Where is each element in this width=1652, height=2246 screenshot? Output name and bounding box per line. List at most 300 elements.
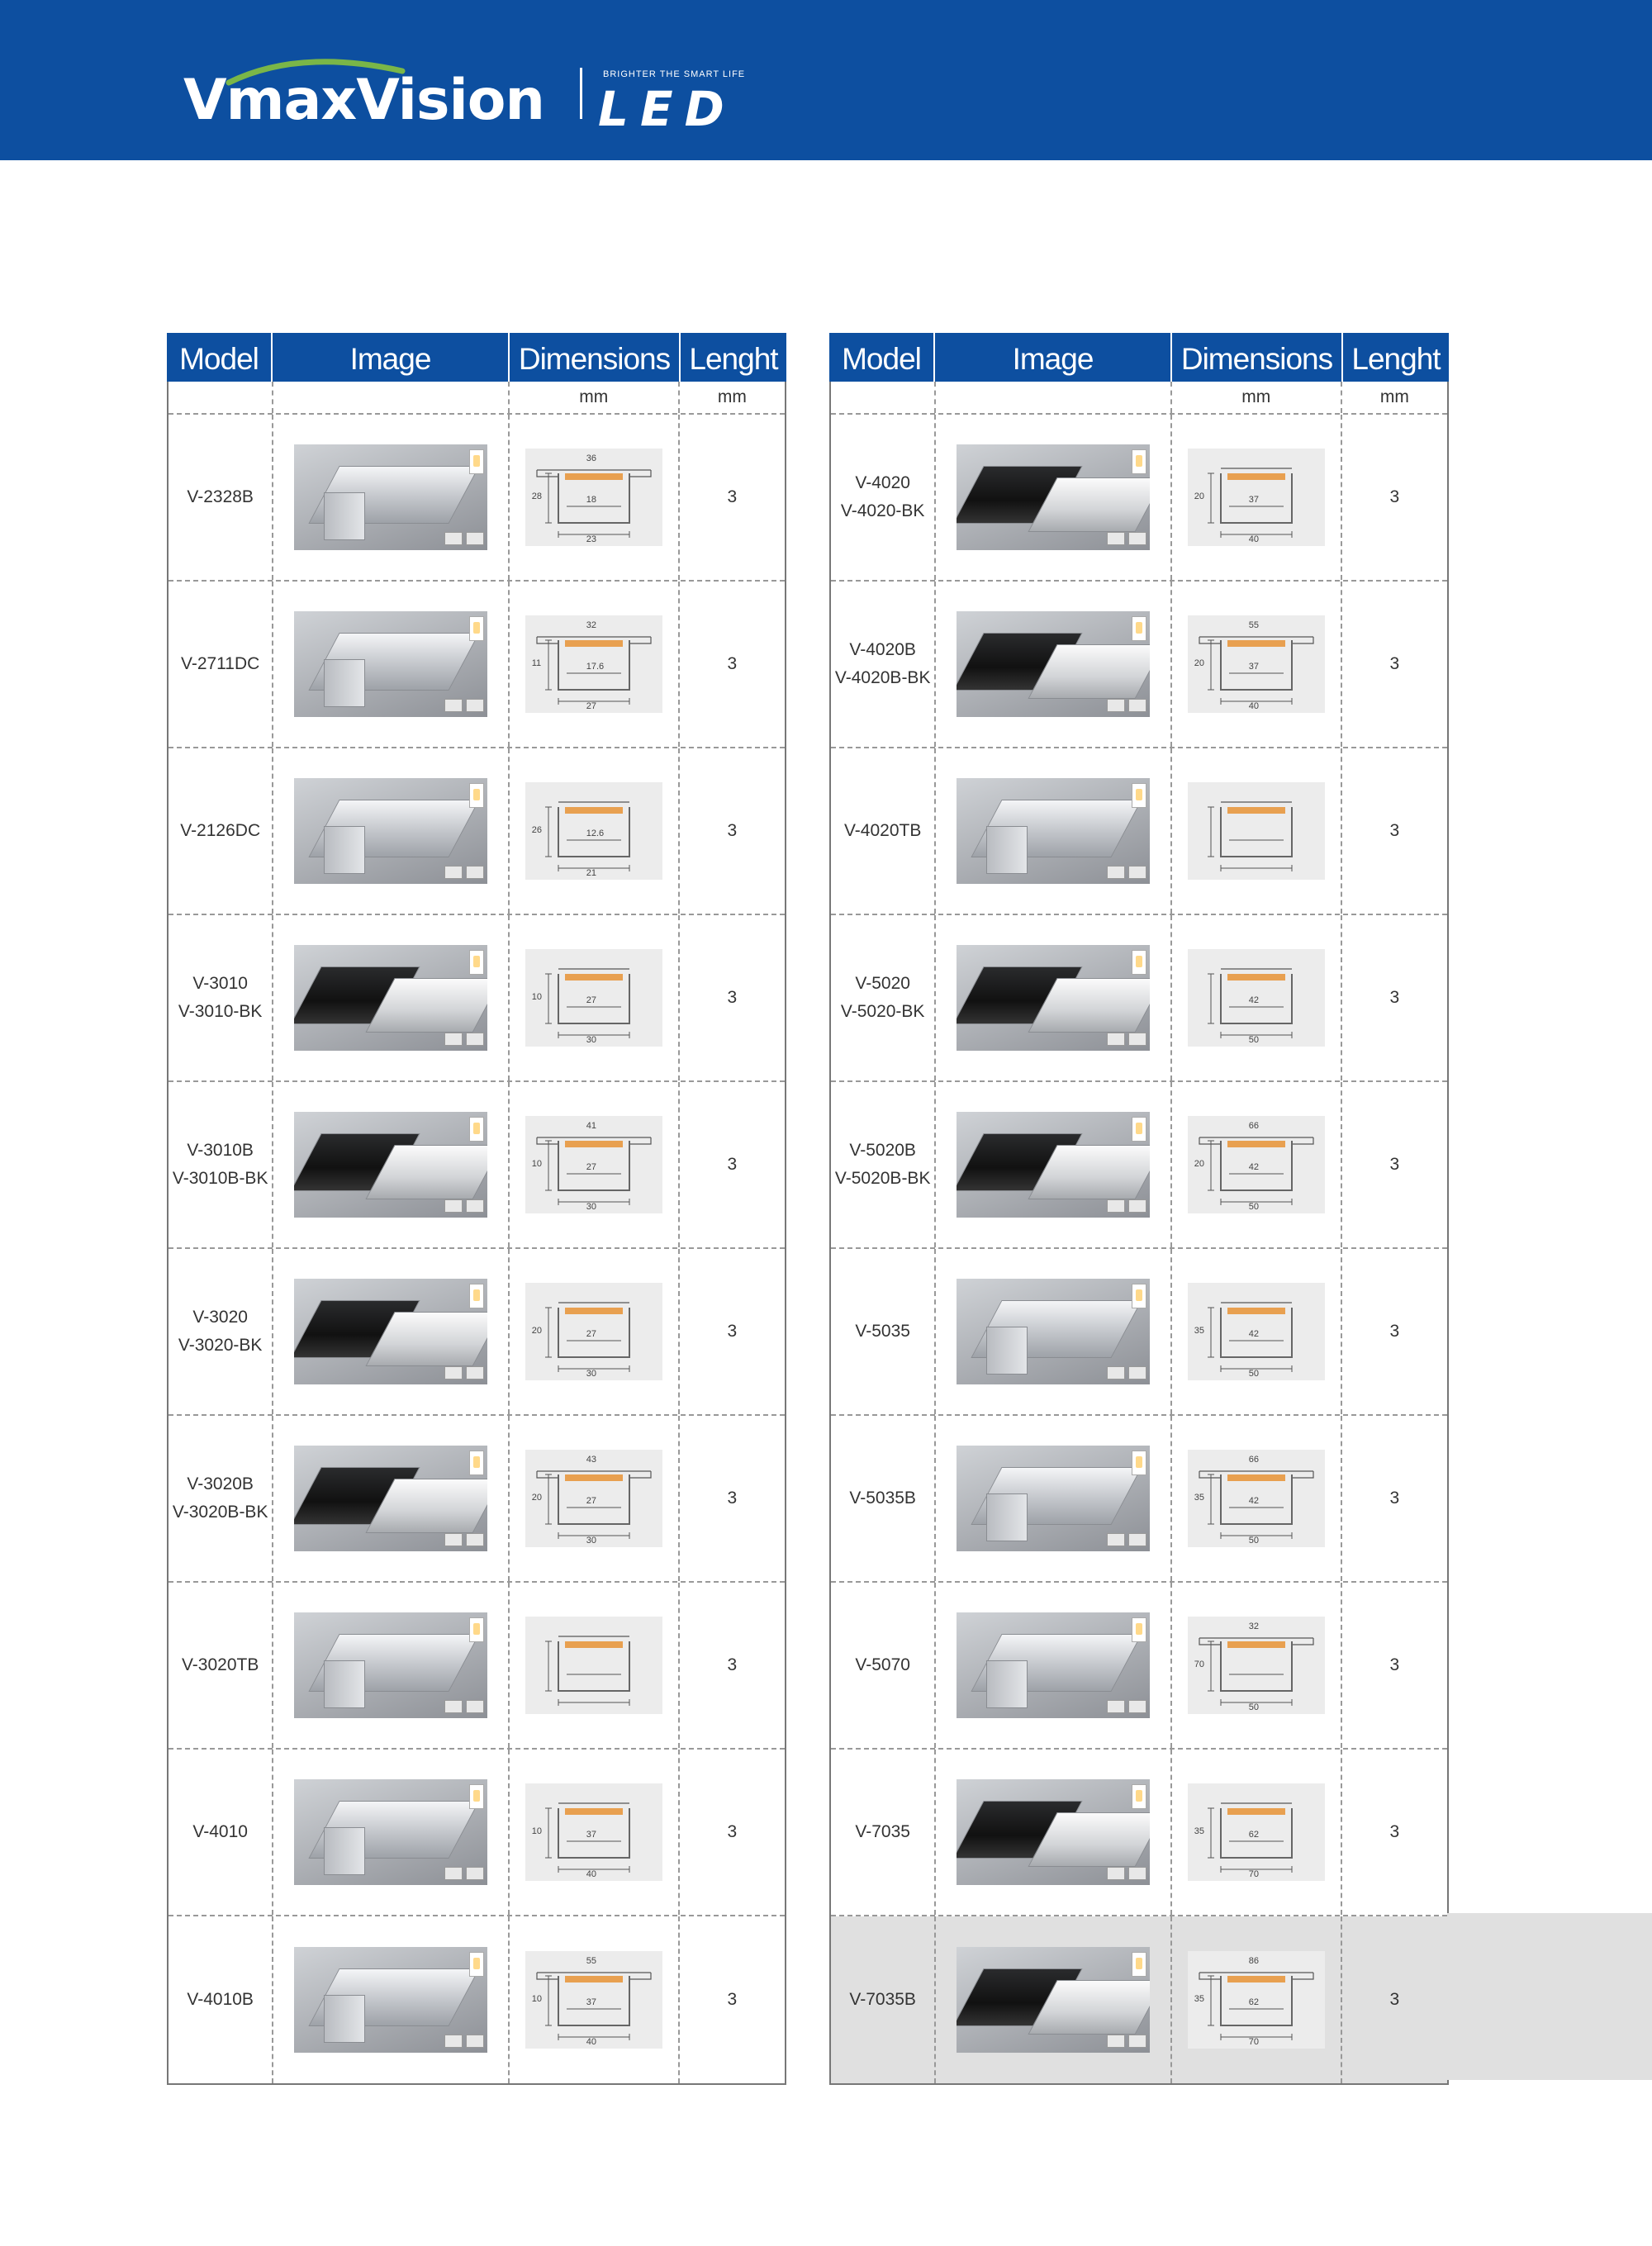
product-row[interactable] [831, 1249, 1447, 1416]
dimensions-cell [1172, 1916, 1342, 2083]
length-cell: 3 [1389, 988, 1400, 1007]
dim-height: 11 [531, 658, 542, 668]
model-cell [831, 415, 936, 580]
dimension-drawing[interactable] [525, 782, 662, 880]
dim-height: 20 [531, 1493, 542, 1503]
model-cell [831, 1082, 936, 1247]
clip-icon [466, 1366, 484, 1379]
dim-top-width: 86 [1248, 1956, 1259, 1966]
clip-icon [1128, 1700, 1146, 1713]
end-cap-icon [1107, 1867, 1125, 1880]
clip-icon [1128, 699, 1146, 712]
profile-leg [324, 1660, 365, 1708]
model-code: V-3010-BK [178, 1002, 263, 1021]
end-cap-icon [444, 1700, 463, 1713]
dimensions-cell [1172, 582, 1342, 747]
model-cell [169, 1750, 273, 1915]
product-row[interactable] [169, 1583, 785, 1750]
clip-icon [1128, 2035, 1146, 2048]
end-cap-icon [444, 699, 463, 712]
dim-inner-width: 27 [586, 1162, 596, 1172]
length-cell: 3 [727, 487, 738, 506]
profile-photo[interactable] [957, 1947, 1150, 2053]
product-row[interactable] [831, 1916, 1447, 2083]
dim-inner-width: 37 [586, 1830, 596, 1840]
dimensions-cell [510, 582, 680, 747]
dim-height: 20 [1194, 491, 1204, 501]
dim-base-width: 30 [586, 1369, 596, 1379]
end-cap-icon [444, 1867, 463, 1880]
dim-top-width: 66 [1248, 1121, 1259, 1131]
dim-top-width: 55 [1248, 620, 1259, 630]
dim-inner-width: 17.6 [586, 662, 605, 672]
model-cell [169, 582, 273, 747]
model-cell [831, 1750, 936, 1915]
model-code: V-3020 [192, 1308, 248, 1327]
end-cap-icon [1107, 866, 1125, 879]
product-row[interactable] [169, 415, 785, 582]
dim-inner-width: 42 [1248, 995, 1259, 1005]
length-cell: 3 [727, 654, 738, 673]
model-code: V-3020B [187, 1474, 254, 1493]
model-code: V-3010B-BK [172, 1169, 268, 1188]
dimension-drawing[interactable] [1188, 1617, 1325, 1714]
dimensions-unit: mm [1172, 382, 1342, 413]
length-cell: 3 [727, 1822, 738, 1841]
led-strip-icon [469, 1284, 484, 1308]
col-image-header: Image [273, 333, 510, 382]
dim-inner-width: 62 [1248, 1997, 1259, 2007]
model-code: V-7035 [855, 1822, 910, 1841]
led-strip-icon [1132, 1952, 1146, 1977]
profile-photo[interactable] [957, 1112, 1150, 1218]
length-unit: mm [717, 387, 747, 406]
length-cell: 3 [1389, 487, 1400, 506]
table-header [829, 333, 1449, 382]
image-cell [273, 415, 509, 580]
dimension-drawing[interactable] [1188, 615, 1325, 713]
model-code: V-2711DC [180, 654, 260, 673]
model-code: V-5070 [855, 1655, 910, 1674]
led-strip-icon [469, 1117, 484, 1142]
cross-section-icon [1188, 782, 1325, 880]
model-cell [169, 1416, 273, 1581]
dim-base-width: 50 [1248, 1202, 1259, 1212]
model-code: V-5035B [849, 1489, 916, 1508]
unit-row [831, 382, 1447, 415]
dimension-drawing[interactable] [525, 1617, 662, 1714]
model-code: V-3020B-BK [172, 1503, 268, 1522]
length-cell: 3 [1389, 1155, 1400, 1174]
image-cell [273, 1583, 509, 1748]
led-strip-icon [469, 1617, 484, 1642]
model-cell [169, 1583, 273, 1748]
dim-base-width: 30 [586, 1536, 596, 1546]
image-cell [936, 1916, 1171, 2083]
model-cell [831, 915, 936, 1080]
product-row[interactable] [169, 915, 785, 1082]
end-cap-icon [444, 1033, 463, 1046]
dim-inner-width: 37 [1248, 495, 1259, 505]
dim-base-width: 27 [586, 701, 596, 711]
dim-inner-width: 62 [1248, 1830, 1259, 1840]
dim-height: 28 [531, 491, 542, 501]
table-body [167, 382, 786, 2085]
model-code: V-3020-BK [178, 1336, 263, 1355]
dimensions-cell [1172, 415, 1342, 580]
model-code: V-4020B-BK [834, 668, 931, 687]
dimensions-cell [510, 1750, 680, 1915]
length-cell: 3 [1389, 1322, 1400, 1341]
dim-inner-width: 42 [1248, 1329, 1259, 1339]
col-length-header: Lenght [1351, 342, 1441, 376]
model-cell [831, 748, 936, 914]
led-strip-icon [469, 1952, 484, 1977]
image-cell [273, 1916, 509, 2083]
profile-leg [324, 492, 365, 540]
length-unit: mm [1379, 387, 1409, 406]
dimensions-cell [510, 1416, 680, 1581]
profile-leg [324, 659, 365, 707]
dimension-drawing[interactable] [525, 1450, 662, 1547]
clip-icon [466, 532, 484, 545]
led-strip-icon [469, 449, 484, 474]
col-model-header: Model [829, 333, 935, 382]
dim-base-width: 70 [1248, 2037, 1259, 2047]
dimensions-cell [1172, 1583, 1342, 1748]
model-code: V-5020B [849, 1141, 916, 1160]
length-cell: 3 [727, 821, 738, 840]
model-cell [169, 1916, 273, 2083]
col-dimensions-header: Dimensions [510, 333, 681, 382]
dimension-drawing[interactable] [525, 615, 662, 713]
profile-photo[interactable] [957, 945, 1150, 1051]
dimension-drawing[interactable] [1188, 1783, 1325, 1881]
dim-base-width: 30 [586, 1035, 596, 1045]
dim-height: 10 [531, 992, 542, 1002]
model-cell [831, 1916, 936, 2083]
product-row[interactable] [831, 748, 1447, 915]
image-cell [936, 582, 1171, 747]
dim-inner-width: 42 [1248, 1162, 1259, 1172]
model-code: V-4020B [849, 640, 916, 659]
col-dimensions-header: Dimensions [1172, 333, 1343, 382]
dim-inner-width: 27 [586, 1329, 596, 1339]
dim-base-width: 40 [1248, 701, 1259, 711]
product-row[interactable] [169, 1916, 785, 2083]
dimension-drawing[interactable] [525, 1116, 662, 1213]
product-row[interactable] [169, 1416, 785, 1583]
dim-top-width: 66 [1248, 1455, 1259, 1465]
dim-base-width: 70 [1248, 1869, 1259, 1879]
dim-top-width: 41 [586, 1121, 596, 1131]
dim-inner-width: 37 [586, 1997, 596, 2007]
length-cell: 3 [727, 1655, 738, 1674]
profile-leg [324, 1995, 365, 2043]
model-cell [169, 415, 273, 580]
clip-icon [1128, 1199, 1146, 1213]
dimensions-cell [1172, 1082, 1342, 1247]
profile-photo[interactable] [957, 778, 1150, 884]
end-cap-icon [444, 532, 463, 545]
led-strip-icon [469, 783, 484, 808]
image-cell [936, 1249, 1171, 1414]
dimension-drawing[interactable] [1188, 1283, 1325, 1380]
dim-base-width: 23 [586, 534, 596, 544]
model-cell [169, 1082, 273, 1247]
dimensions-cell [1172, 748, 1342, 914]
clip-icon [466, 1700, 484, 1713]
dimensions-cell [510, 1082, 680, 1247]
led-strip-icon [1132, 1617, 1146, 1642]
highlight-band [1447, 1913, 1652, 2080]
profile-photo[interactable] [957, 1446, 1150, 1551]
led-strip-icon [1132, 950, 1146, 975]
model-code: V-3010 [192, 974, 248, 993]
model-code: V-3020TB [181, 1655, 259, 1674]
image-cell [273, 1249, 509, 1414]
image-cell [936, 415, 1171, 580]
product-row[interactable] [831, 1416, 1447, 1583]
model-code: V-2328B [187, 487, 254, 506]
profile-leg [986, 1660, 1028, 1708]
end-cap-icon [1107, 1700, 1125, 1713]
product-row[interactable] [831, 582, 1447, 748]
dimensions-cell [510, 415, 680, 580]
led-strip-icon [469, 1451, 484, 1475]
profile-photo[interactable] [294, 945, 487, 1051]
end-cap-icon [444, 1199, 463, 1213]
model-code: V-7035B [849, 1990, 916, 2009]
product-row[interactable] [169, 1082, 785, 1249]
model-code: V-5020 [855, 974, 910, 993]
product-row[interactable] [169, 582, 785, 748]
dimensions-unit: mm [510, 382, 680, 413]
length-cell: 3 [1389, 1655, 1400, 1674]
dim-inner-width: 42 [1248, 1496, 1259, 1506]
image-cell [273, 582, 509, 747]
product-row[interactable] [169, 1750, 785, 1916]
model-code: V-5035 [855, 1322, 910, 1341]
image-cell [273, 1082, 509, 1247]
brand-tagline: BRIGHTER THE SMART LIFE [603, 69, 746, 79]
dim-height: 35 [1194, 1326, 1204, 1336]
end-cap-icon [444, 1533, 463, 1546]
dimensions-cell [510, 1249, 680, 1414]
image-cell [936, 1416, 1171, 1581]
dimensions-cell [510, 1916, 680, 2083]
length-cell: 3 [727, 1322, 738, 1341]
header-banner [0, 0, 1652, 160]
clip-icon [466, 1033, 484, 1046]
dimensions-cell [1172, 915, 1342, 1080]
dimensions-cell [510, 748, 680, 914]
dim-inner-width: 37 [1248, 662, 1259, 672]
dim-inner-width: 27 [586, 995, 596, 1005]
end-cap-icon [444, 2035, 463, 2048]
clip-icon [466, 699, 484, 712]
profile-photo[interactable] [294, 1612, 487, 1718]
dim-height: 26 [531, 825, 542, 835]
profile-photo[interactable] [957, 1279, 1150, 1384]
dim-height: 35 [1194, 1826, 1204, 1836]
dimension-drawing[interactable] [525, 1783, 662, 1881]
col-image-header: Image [935, 333, 1172, 382]
dim-top-width: 32 [586, 620, 596, 630]
led-strip-icon [469, 1784, 484, 1809]
profile-photo[interactable] [294, 1279, 487, 1384]
unit-row [169, 382, 785, 415]
dimension-drawing[interactable] [525, 949, 662, 1047]
dim-base-width: 50 [1248, 1035, 1259, 1045]
product-row[interactable] [831, 1750, 1447, 1916]
product-row[interactable] [831, 1583, 1447, 1750]
profile-photo[interactable] [957, 611, 1150, 717]
profile-photo[interactable] [294, 1947, 487, 2053]
model-code: V-3010B [187, 1141, 254, 1160]
dimensions-cell [510, 915, 680, 1080]
dim-top-width: 55 [586, 1956, 596, 1966]
led-strip-icon [469, 950, 484, 975]
profile-photo[interactable] [294, 1112, 487, 1218]
image-cell [936, 915, 1171, 1080]
end-cap-icon [1107, 1199, 1125, 1213]
model-code: V-4020 [855, 473, 910, 492]
dim-base-width: 50 [1248, 1702, 1259, 1712]
profile-leg [324, 826, 365, 874]
clip-icon [466, 2035, 484, 2048]
profile-photo[interactable] [294, 1779, 487, 1885]
length-cell: 3 [727, 988, 738, 1007]
dim-base-width: 50 [1248, 1536, 1259, 1546]
end-cap-icon [1107, 1366, 1125, 1379]
dim-base-width: 40 [586, 1869, 596, 1879]
image-cell [936, 1082, 1171, 1247]
model-code: V-4010 [192, 1822, 248, 1841]
product-row[interactable] [169, 748, 785, 915]
profile-leg [324, 1827, 365, 1875]
clip-icon [466, 866, 484, 879]
led-strip-icon [1132, 1117, 1146, 1142]
dim-inner-width: 27 [586, 1496, 596, 1506]
clip-icon [1128, 1366, 1146, 1379]
brand-led-mark: LED [598, 81, 736, 137]
profile-photo[interactable] [957, 1612, 1150, 1718]
clip-icon [466, 1199, 484, 1213]
end-cap-icon [1107, 699, 1125, 712]
model-code: V-5020B-BK [834, 1169, 931, 1188]
profile-photo[interactable] [294, 444, 487, 550]
model-code: V-2126DC [180, 821, 261, 840]
model-cell [831, 1583, 936, 1748]
dim-height: 10 [531, 1994, 542, 2004]
dim-inner-width: 18 [586, 495, 596, 505]
clip-icon [1128, 866, 1146, 879]
dim-base-width: 30 [586, 1202, 596, 1212]
dim-height: 70 [1194, 1660, 1204, 1669]
profile-photo[interactable] [294, 778, 487, 884]
led-strip-icon [1132, 449, 1146, 474]
dimension-drawing[interactable] [1188, 1450, 1325, 1547]
image-cell [273, 915, 509, 1080]
profile-leg [986, 1493, 1028, 1541]
image-cell [936, 1750, 1171, 1915]
product-row[interactable] [831, 915, 1447, 1082]
end-cap-icon [444, 866, 463, 879]
profile-photo[interactable] [957, 1779, 1150, 1885]
col-length-header: Lenght [689, 342, 778, 376]
dim-height: 20 [1194, 658, 1204, 668]
profile-leg [986, 826, 1028, 874]
product-table-right [829, 333, 1449, 2085]
clip-icon [1128, 1533, 1146, 1546]
length-cell: 3 [1389, 821, 1400, 840]
product-row[interactable] [169, 1249, 785, 1416]
length-cell: 3 [727, 1489, 738, 1508]
clip-icon [1128, 1033, 1146, 1046]
led-strip-icon [1132, 1784, 1146, 1809]
dim-height: 10 [531, 1826, 542, 1836]
end-cap-icon [1107, 1033, 1125, 1046]
clip-icon [466, 1867, 484, 1880]
model-code: V-4020TB [843, 821, 922, 840]
image-cell [273, 1416, 509, 1581]
dimension-drawing[interactable] [1188, 1951, 1325, 2049]
model-code: V-4020-BK [840, 501, 925, 520]
profile-photo[interactable] [294, 611, 487, 717]
dim-base-width: 40 [1248, 534, 1259, 544]
profile-leg [986, 1327, 1028, 1375]
product-row[interactable] [831, 415, 1447, 582]
end-cap-icon [1107, 532, 1125, 545]
dimension-drawing[interactable] [525, 1283, 662, 1380]
profile-photo[interactable] [957, 444, 1150, 550]
image-cell [936, 748, 1171, 914]
dim-inner-width: 12.6 [586, 829, 605, 838]
profile-photo[interactable] [294, 1446, 487, 1551]
brand-logo[interactable] [183, 43, 762, 137]
dimension-drawing[interactable] [1188, 949, 1325, 1047]
product-table-left [167, 333, 786, 2085]
model-code: V-4010B [187, 1990, 254, 2009]
dimension-drawing[interactable] [525, 1951, 662, 2049]
dim-top-width: 36 [586, 453, 596, 463]
dimension-drawing[interactable] [1188, 1116, 1325, 1213]
dimension-drawing[interactable] [1188, 782, 1325, 880]
dim-height: 35 [1194, 1994, 1204, 2004]
length-cell: 3 [727, 1155, 738, 1174]
image-cell [273, 748, 509, 914]
led-strip-icon [1132, 1451, 1146, 1475]
dimensions-cell [510, 1583, 680, 1748]
clip-icon [1128, 1867, 1146, 1880]
length-cell: 3 [1389, 654, 1400, 673]
dimensions-cell [1172, 1416, 1342, 1581]
clip-icon [1128, 532, 1146, 545]
dim-top-width: 43 [586, 1455, 596, 1465]
dimensions-cell [1172, 1249, 1342, 1414]
end-cap-icon [444, 1366, 463, 1379]
dimension-drawing[interactable] [525, 449, 662, 546]
dim-height: 35 [1194, 1493, 1204, 1503]
col-model-header: Model [167, 333, 273, 382]
length-cell: 3 [1389, 1489, 1400, 1508]
dim-height: 20 [531, 1326, 542, 1336]
product-row[interactable] [831, 1082, 1447, 1249]
model-cell [169, 748, 273, 914]
led-strip-icon [1132, 616, 1146, 641]
dimension-drawing[interactable] [1188, 449, 1325, 546]
